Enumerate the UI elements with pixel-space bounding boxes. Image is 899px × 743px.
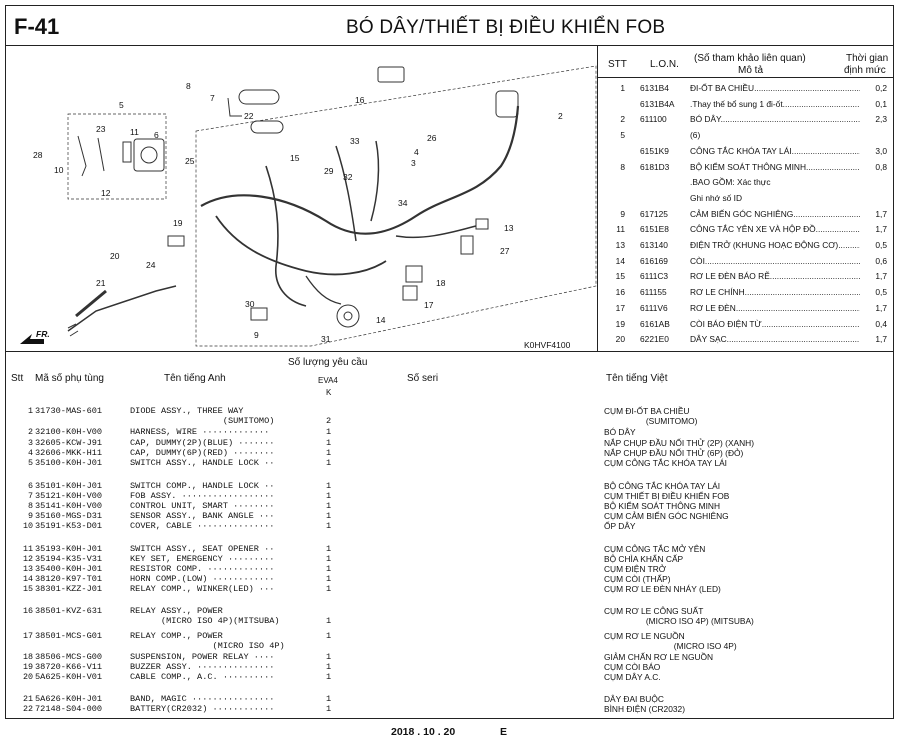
labor-stt: 8 — [620, 161, 625, 172]
labor-desc: .Thay thế bổ sung 1 đi-ốt ..... — [690, 99, 860, 109]
svg-text:2: 2 — [558, 111, 563, 121]
labor-desc: CÒI ..... — [690, 256, 860, 266]
part-number-index: 13 — [22, 564, 33, 574]
part-name-en: CAP, DUMMY(2P)(BLUE) ······· — [130, 438, 275, 448]
part-qty: 1 — [326, 662, 332, 672]
labor-time: 0,8 — [875, 161, 887, 172]
labor-desc: RƠ LE CHÍNH ..... — [690, 287, 860, 297]
part-name-vn: CỤM THIẾT BỊ ĐIỀU KHIỂN FOB — [604, 491, 730, 501]
part-number-index: 21 — [22, 694, 33, 704]
labor-lon: 611100 — [640, 114, 667, 125]
part-name-en: SENSOR ASSY., BANK ANGLE ··· — [130, 511, 275, 521]
labor-lon: 6131B4 — [640, 83, 669, 93]
part-qty: 1 — [326, 481, 332, 491]
labor-table-row — [598, 209, 893, 220]
svg-text:5: 5 — [119, 100, 124, 110]
part-name-vn-cont: (MICRO ISO 4P) (MITSUBA) — [604, 616, 754, 626]
part-name-en: CABLE COMP., A.C. ·········· — [130, 672, 275, 682]
part-name-en: COVER, CABLE ··············· — [130, 521, 275, 531]
callout-numbers — [33, 81, 563, 344]
page-frame — [5, 5, 894, 719]
parts-table-row — [6, 416, 893, 426]
part-number-index: 20 — [22, 672, 33, 682]
part-number-index: 10 — [22, 521, 33, 531]
svg-text:27: 27 — [500, 246, 510, 256]
part-code: 35160-MGS-D31 — [35, 511, 103, 521]
labor-table-row — [598, 146, 893, 157]
part-name-vn: CỤM ĐIỆN TRỞ — [604, 564, 666, 574]
exploded-view-drawing — [6, 46, 598, 352]
labor-lon: 616169 — [640, 255, 668, 266]
part-code: 35191-K53-D01 — [35, 521, 103, 531]
part-name-en: BUZZER ASSY. ··············· — [130, 662, 275, 672]
part-name-vn: CỤM RƠ LE ĐÈN NHÁY (LED) — [604, 584, 721, 594]
part-number-index: 19 — [22, 662, 33, 672]
part-qty: 1 — [326, 491, 332, 501]
part-code: 35101-K0H-J01 — [35, 481, 103, 491]
part-code: 38501-MCS-G01 — [35, 631, 103, 641]
labor-desc: (6) — [690, 130, 701, 141]
part-qty: 1 — [326, 564, 332, 574]
part-qty: 1 — [326, 501, 332, 511]
part-name-vn: CỤM CÒI (THẤP) — [604, 574, 671, 584]
labor-time-table — [598, 46, 893, 352]
parts-table-header: Stt Mã số phụ tùng Tên tiếng Anh Số lượng yêu cầu EVA4 K Số seri Tên tiếng Việt — [11, 357, 668, 397]
labor-stt: 14 — [615, 255, 625, 266]
part-name-vn: BÓ DÂY — [604, 427, 636, 437]
part-name-vn: NẮP CHỤP ĐẦU NỐI THỬ (2P) (XANH) — [604, 438, 755, 448]
labor-lon: 6221E0 — [640, 334, 669, 345]
part-number-index: 2 — [27, 427, 33, 437]
labor-stt: 15 — [615, 271, 625, 282]
parts-table-row — [6, 458, 893, 468]
labor-table-row — [598, 287, 893, 298]
svg-text:19: 19 — [173, 218, 183, 228]
part-name-en: RELAY COMP., POWER — [130, 631, 223, 641]
part-qty: 1 — [326, 704, 332, 714]
parts-table-row — [6, 652, 893, 662]
parts-table-row — [6, 406, 893, 416]
svg-text:15: 15 — [290, 153, 300, 163]
svg-text:4: 4 — [414, 147, 419, 157]
svg-text:21: 21 — [96, 278, 106, 288]
part-qty: 1 — [326, 652, 332, 662]
footer-date: 2018 . 10 . 20 — [391, 726, 456, 738]
part-name-vn: DÂY ĐAI BUỘC — [604, 694, 664, 704]
labor-stt: 5 — [620, 130, 625, 141]
labor-time: 0,6 — [875, 255, 887, 266]
part-number-index: 17 — [22, 631, 33, 641]
labor-lon: 6151E8 — [640, 224, 669, 235]
parts-diagram — [6, 46, 598, 352]
labor-lon: 611155 — [640, 287, 667, 298]
svg-text:6: 6 — [154, 130, 159, 140]
parts-table-row — [6, 672, 893, 682]
labor-table-header: STT L.O.N. (Số tham khảo liên quan) Mô tả Thời gian định mức — [598, 46, 893, 78]
svg-text:17: 17 — [424, 300, 434, 310]
part-name-en: SUSPENSION, POWER RELAY ···· — [130, 652, 275, 662]
svg-text:34: 34 — [398, 198, 408, 208]
part-number-index: 16 — [22, 606, 33, 616]
page-code: F-41 — [14, 14, 60, 39]
part-qty: 1 — [326, 438, 332, 448]
labor-table-row — [598, 193, 893, 204]
part-code: 32100-K0H-V00 — [35, 427, 103, 437]
part-qty-cont: 2 — [326, 416, 332, 426]
svg-text:18: 18 — [436, 278, 446, 288]
part-code: 32606-MKK-H11 — [35, 448, 103, 458]
labor-lon: 617125 — [640, 208, 668, 219]
part-number-index: 6 — [27, 481, 33, 491]
part-code: 38506-MCS-G00 — [35, 652, 103, 662]
labor-desc: BỘ KIỂM SOÁT THÔNG MINH ..... — [690, 162, 860, 172]
svg-text:26: 26 — [427, 133, 437, 143]
labor-time: 1,7 — [875, 224, 887, 235]
diagram-image-code: K0HVF4100 — [524, 340, 571, 350]
labor-stt: 17 — [615, 302, 625, 313]
part-code: 35141-K0H-V00 — [35, 501, 103, 511]
part-name-en: FOB ASSY. ·················· — [130, 491, 275, 501]
labor-stt: 2 — [620, 114, 625, 125]
parts-table-row — [6, 554, 893, 564]
labor-time: 0,5 — [875, 240, 887, 250]
labor-desc: ĐI-ỐT BA CHIỀU ..... — [690, 83, 860, 93]
parts-table-row — [6, 481, 893, 491]
part-code: 35193-K0H-J01 — [35, 544, 103, 554]
svg-text:14: 14 — [376, 315, 386, 325]
labor-time: 1,7 — [875, 334, 887, 345]
part-name-en: DIODE ASSY., THREE WAY — [130, 406, 244, 416]
part-name-vn: CỤM CÔNG TẮC MỞ YÊN — [604, 544, 706, 554]
labor-desc: RƠ LE ĐÈN BÁO RẼ ..... — [690, 271, 860, 281]
part-code: 31730-MAS-601 — [35, 406, 103, 416]
page-header — [6, 6, 893, 46]
labor-desc: BÓ DÂY ..... — [690, 114, 860, 124]
parts-table-row — [6, 704, 893, 714]
part-code: 35194-K35-V31 — [35, 554, 103, 564]
svg-text:22: 22 — [244, 111, 254, 121]
part-code: 38720-K66-V11 — [35, 662, 103, 672]
part-number-index: 15 — [22, 584, 33, 594]
svg-text:16: 16 — [355, 95, 365, 105]
labor-table-row — [598, 99, 893, 110]
part-qty: 1 — [326, 521, 332, 531]
svg-text:FR.: FR. — [36, 329, 50, 339]
part-number-index: 14 — [22, 574, 33, 584]
parts-table-row — [6, 631, 893, 641]
part-name-vn: NẮP CHỤP ĐẦU NỐI THỬ (6P) (ĐỎ) — [604, 448, 744, 458]
labor-lon: 6131B4A — [640, 98, 675, 109]
labor-time: 0,2 — [875, 83, 887, 93]
part-number-index: 11 — [22, 544, 33, 554]
part-qty: 1 — [326, 694, 332, 704]
part-name-en: CONTROL UNIT, SMART ········ — [130, 501, 275, 511]
part-name-en: HORN COMP.(LOW) ············ — [130, 574, 275, 584]
part-number-index: 22 — [22, 704, 33, 714]
part-code: 38120-K97-T01 — [35, 574, 103, 584]
part-code: 38501-KVZ-631 — [35, 606, 103, 616]
part-name-vn: BỘ CÔNG TẮC KHÓA TAY LÁI — [604, 481, 721, 491]
svg-text:11: 11 — [130, 127, 139, 137]
part-name-vn: ỐP DÂY — [604, 521, 636, 531]
labor-desc: CẢM BIẾN GÓC NGHIÊNG ..... — [690, 209, 860, 219]
part-name-vn: CỤM CẢM BIẾN GÓC NGHIÊNG — [604, 511, 729, 521]
svg-text:9: 9 — [254, 330, 259, 340]
part-name-en-cont: (SUMITOMO) — [130, 416, 275, 426]
part-number-index: 4 — [27, 448, 33, 458]
svg-text:29: 29 — [324, 166, 334, 176]
parts-table-row — [6, 521, 893, 531]
svg-text:32: 32 — [343, 172, 353, 182]
labor-table-row — [598, 130, 893, 141]
parts-table-row — [6, 564, 893, 574]
svg-text:28: 28 — [33, 150, 43, 160]
labor-stt: 9 — [620, 208, 625, 219]
parts-table-row — [6, 574, 893, 584]
labor-table-row — [598, 83, 893, 94]
svg-text:20: 20 — [110, 251, 120, 261]
part-qty: 1 — [326, 672, 332, 682]
labor-desc: DÂY SẠC ..... — [690, 334, 860, 344]
parts-table-row — [6, 501, 893, 511]
labor-lon: 6161AB — [640, 318, 670, 329]
svg-text:30: 30 — [245, 299, 255, 309]
part-qty: 1 — [326, 427, 332, 437]
labor-time: 2,3 — [875, 114, 887, 125]
svg-text:25: 25 — [185, 156, 195, 166]
labor-table-row — [598, 256, 893, 267]
part-name-en-cont: (MICRO ISO 4P)(MITSUBA) — [130, 616, 280, 626]
labor-desc: CÔNG TẮC YÊN XE VÀ HỘP ĐỒ ..... — [690, 224, 860, 234]
part-name-vn: CỤM RƠ LE CÔNG SUẤT — [604, 606, 704, 616]
part-number-index: 5 — [27, 458, 33, 468]
labor-time: 1,7 — [875, 271, 887, 282]
svg-text:3: 3 — [411, 158, 416, 168]
part-code: 38301-KZZ-J01 — [35, 584, 103, 594]
labor-stt: 11 — [616, 224, 625, 235]
labor-desc: RƠ LE ĐÈN ..... — [690, 303, 860, 313]
labor-desc: CÒI BÁO ĐIỆN TỪ ..... — [690, 319, 860, 329]
parts-table-row — [6, 544, 893, 554]
part-name-en: SWITCH ASSY., HANDLE LOCK ·· — [130, 458, 275, 468]
part-number-index: 3 — [27, 438, 33, 448]
labor-lon: 613140 — [640, 240, 668, 250]
part-name-vn: BỘ CHÌA KHẨN CẤP — [604, 554, 684, 564]
part-qty-cont: 1 — [326, 616, 332, 626]
labor-table-row — [598, 319, 893, 330]
labor-stt: 1 — [620, 83, 625, 93]
parts-table-row — [6, 584, 893, 594]
footer-letter: E — [500, 726, 508, 738]
part-name-en: SWITCH COMP., HANDLE LOCK ·· — [130, 481, 275, 491]
part-code: 35100-K0H-J01 — [35, 458, 103, 468]
part-name-vn: CỤM CÒI BÁO — [604, 662, 661, 672]
part-name-vn: BỘ KIỂM SOÁT THÔNG MINH — [604, 501, 721, 511]
labor-desc: Ghi nhớ số ID — [690, 192, 743, 203]
part-code: 32605-KCW-J91 — [35, 438, 103, 448]
part-qty: 1 — [326, 458, 332, 468]
part-qty: 1 — [326, 584, 332, 594]
svg-text:8: 8 — [186, 81, 191, 91]
part-name-en: SWITCH ASSY., SEAT OPENER ·· — [130, 544, 275, 554]
part-name-vn-cont: (SUMITOMO) — [604, 416, 698, 426]
part-name-en: BAND, MAGIC ················ — [130, 694, 275, 704]
svg-text:12: 12 — [101, 188, 111, 198]
part-qty: 1 — [326, 574, 332, 584]
svg-text:31: 31 — [321, 334, 331, 344]
parts-table-row — [6, 427, 893, 437]
parts-table-row — [6, 662, 893, 672]
part-name-en: BATTERY(CR2032) ············ — [130, 704, 275, 714]
part-name-en: RESISTOR COMP. ············· — [130, 564, 275, 574]
labor-time: 1,7 — [875, 208, 887, 219]
labor-stt: 20 — [615, 334, 625, 345]
labor-time: 3,0 — [875, 145, 887, 156]
labor-table-row — [598, 162, 893, 173]
labor-time: 1,7 — [875, 302, 887, 313]
labor-desc: ĐIỆN TRỞ (KHUNG HOẠC ĐỘNG CƠ) ..... — [690, 240, 860, 250]
labor-stt: 19 — [615, 318, 625, 329]
part-number-index: 7 — [27, 491, 33, 501]
part-number-index: 18 — [22, 652, 33, 662]
page-title: BÓ DÂY/THIẾT BỊ ĐIỀU KHIỂN FOB — [346, 17, 666, 38]
labor-lon: 6151K9 — [640, 145, 669, 156]
part-qty: 1 — [326, 544, 332, 554]
direction-arrow — [20, 329, 50, 344]
part-qty: 1 — [326, 631, 332, 641]
part-name-en: RELAY COMP., WINKER(LED) ··· — [130, 584, 275, 594]
part-code: 72148-S04-000 — [35, 704, 103, 714]
part-qty: 1 — [326, 448, 332, 458]
parts-table-row — [6, 491, 893, 501]
part-code: 5A626-K0H-J01 — [35, 694, 103, 704]
labor-lon: 6111V6 — [640, 302, 668, 313]
labor-stt: 13 — [615, 240, 625, 250]
labor-table-row — [598, 271, 893, 282]
part-number-index: 9 — [27, 511, 33, 521]
parts-table-row — [6, 511, 893, 521]
parts-table-row — [6, 438, 893, 448]
parts-table-row — [6, 616, 893, 626]
labor-table-row — [598, 114, 893, 125]
labor-lon: 6181D3 — [640, 161, 670, 172]
part-qty: 1 — [326, 554, 332, 564]
svg-text:23: 23 — [96, 124, 106, 134]
part-number-index: 8 — [27, 501, 33, 511]
parts-table-row — [6, 641, 893, 651]
part-name-en: RELAY ASSY., POWER — [130, 606, 223, 616]
part-name-en: HARNESS, WIRE ············· — [130, 427, 270, 437]
part-name-vn: CỤM CÔNG TẮC KHÓA TAY LÁI — [604, 458, 728, 468]
parts-table-row — [6, 694, 893, 704]
part-name-en-cont: (MICRO ISO 4P) — [130, 641, 285, 651]
labor-time: 0,5 — [875, 287, 887, 298]
part-name-vn: BÌNH ĐIỆN (CR2032) — [604, 704, 685, 714]
svg-text:33: 33 — [350, 136, 360, 146]
part-code: 35400-K0H-J01 — [35, 564, 103, 574]
part-name-en: CAP, DUMMY(6P)(RED) ········ — [130, 448, 275, 458]
part-name-vn: CỤM ĐI-ỐT BA CHIỀU — [604, 406, 690, 416]
part-name-vn-cont: (MICRO ISO 4P) — [604, 641, 737, 651]
labor-desc: .BAO GỒM: Xác thực — [690, 177, 771, 188]
svg-text:24: 24 — [146, 260, 156, 270]
labor-table-row — [598, 224, 893, 235]
part-qty: 1 — [326, 511, 332, 521]
svg-text:13: 13 — [504, 223, 514, 233]
part-name-vn: GIẢM CHẤN RƠ LE NGUỒN — [604, 652, 714, 662]
svg-text:10: 10 — [54, 165, 64, 175]
part-name-en: KEY SET, EMERGENCY ········· — [130, 554, 275, 564]
part-name-vn: CỤM DÂY A.C. — [604, 672, 661, 682]
labor-table-row — [598, 334, 893, 345]
labor-table-row — [598, 240, 893, 251]
labor-lon: 6111C3 — [640, 271, 669, 282]
part-code: 5A625-K0H-V01 — [35, 672, 103, 682]
labor-desc: CÔNG TẮC KHÓA TAY LÁI ..... — [690, 146, 860, 156]
labor-time: 0,1 — [875, 98, 887, 109]
parts-table-row — [6, 606, 893, 616]
labor-table-row — [598, 303, 893, 314]
svg-text:7: 7 — [210, 93, 215, 103]
part-number-index: 12 — [22, 554, 33, 564]
labor-stt: 16 — [615, 287, 625, 298]
part-name-vn: CỤM RƠ LE NGUỒN — [604, 631, 685, 641]
labor-time: 0,4 — [875, 318, 887, 329]
labor-table-row — [598, 177, 893, 188]
part-number-index: 1 — [27, 406, 33, 416]
part-code: 35121-K0H-V00 — [35, 491, 103, 501]
parts-table-row — [6, 448, 893, 458]
